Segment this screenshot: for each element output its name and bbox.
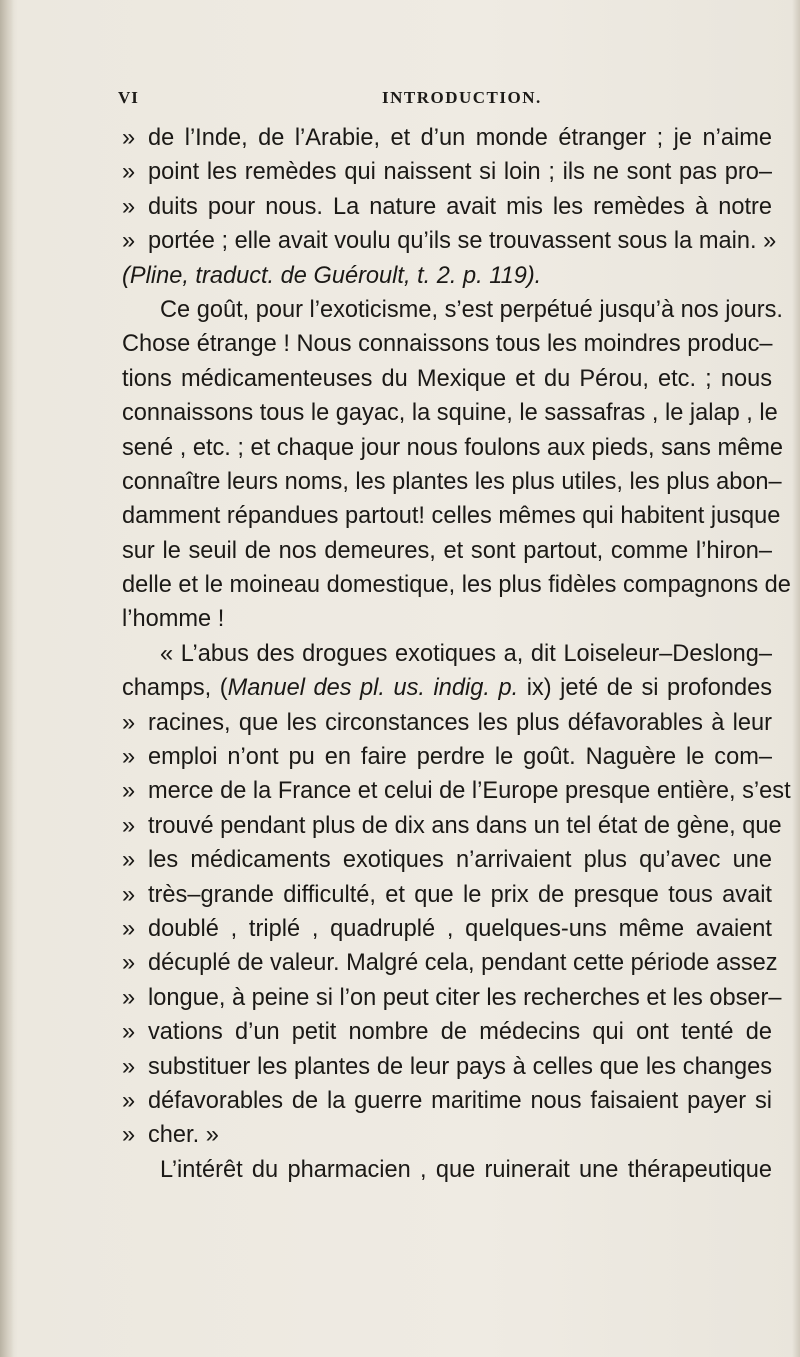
text-line	[122, 809, 782, 843]
text-line	[122, 499, 781, 533]
line-text: Ce goût, pour l’exoticisme, s’est perpétué jusqu’à nos jours.	[160, 296, 783, 323]
quote-marker: »	[122, 915, 136, 942]
text-line	[122, 671, 772, 705]
line-text: connaître leurs noms, les plantes les plus utiles, les plus abon–	[122, 468, 782, 495]
line-text: longue, à peine si l’on peut citer les recherches et les obser–	[148, 984, 782, 1011]
line-text: sené , etc. ; et chaque jour nous foulons aux pieds, sans même	[122, 434, 784, 461]
text-line	[122, 602, 772, 636]
line-text: sur le seuil de nos demeures, et sont partout, comme l’hiron–	[122, 537, 772, 564]
text-line	[122, 774, 791, 808]
quote-marker: »	[122, 709, 136, 736]
quote-marker: »	[122, 984, 136, 1011]
line-text: doublé , triplé , quadruplé , quelques-uns même avaient	[148, 915, 772, 942]
quote-marker: »	[122, 159, 136, 186]
text-line	[122, 568, 791, 602]
quote-marker: »	[122, 125, 136, 151]
page-right-edge	[792, 0, 800, 1357]
line-text-before: champs, (	[122, 675, 228, 702]
text-line	[122, 224, 777, 258]
line-text: substituer les plantes de leur pays à celles que les changes	[148, 1053, 772, 1080]
quote-marker: »	[122, 1019, 136, 1046]
line-text: damment répandues partout! celles mêmes qui habitent jusque	[122, 503, 781, 530]
line-text: « L’abus des drogues exotiques a, dit Loiseleur–Deslong–	[160, 640, 772, 667]
text-line	[122, 981, 782, 1015]
line-text: Chose étrange ! Nous connaissons tous les moindres produc–	[122, 331, 773, 358]
quote-marker: »	[122, 1087, 136, 1114]
body-text	[122, 121, 791, 1187]
text-line	[122, 1050, 772, 1084]
line-text: de l’Inde, de l’Arabie, et d’un monde étranger ; je n’aime	[148, 125, 772, 151]
quote-marker: »	[122, 778, 136, 805]
line-text: emploi n’ont pu en faire perdre le goût. Naguère le com–	[148, 744, 772, 771]
text-line	[122, 534, 772, 568]
text-line	[122, 121, 772, 155]
quote-marker: »	[122, 744, 136, 771]
quote-marker: »	[122, 812, 136, 839]
line-text: défavorables de la guerre maritime nous faisaient payer si	[148, 1087, 772, 1114]
text-line	[122, 706, 772, 740]
text-line	[122, 362, 772, 396]
text-line	[122, 946, 778, 980]
running-head: INTRODUCTION.	[382, 88, 542, 107]
text-line	[122, 431, 784, 465]
text-line	[122, 637, 772, 671]
line-text: l’homme !	[122, 606, 225, 633]
quote-marker: »	[122, 193, 136, 220]
page-binding-edge	[0, 0, 14, 1357]
line-text: cher. »	[148, 1122, 219, 1149]
quote-marker: »	[122, 881, 136, 908]
quote-marker: »	[122, 950, 136, 977]
quote-marker: »	[122, 847, 136, 874]
text-line	[122, 1084, 772, 1118]
line-text: L’intérêt du pharmacien , que ruinerait une thérapeutique	[160, 1156, 772, 1183]
text-line	[122, 878, 772, 912]
page-header	[118, 88, 760, 110]
citation-italic: Manuel des pl. us. indig. p.	[227, 675, 519, 702]
line-text: portée ; elle avait voulu qu’ils se trouvassent sous la main. »	[148, 228, 777, 255]
line-text: tions médicamenteuses du Mexique et du Pérou, etc. ; nous	[122, 365, 772, 392]
line-text: point les remèdes qui naissent si loin ; ils ne sont pas pro–	[148, 159, 772, 186]
text-line	[122, 1153, 772, 1187]
citation-italic: (Pline, traduct. de Guéroult, t. 2. p. 119).	[122, 262, 542, 289]
line-text: merce de la France et celui de l’Europe presque entière, s’est	[148, 778, 791, 805]
text-line	[122, 396, 778, 430]
text-line	[122, 327, 772, 361]
line-text: décuplé de valeur. Malgré cela, pendant cette période assez	[148, 950, 778, 977]
line-text: delle et le moineau domestique, les plus fidèles compagnons de	[122, 572, 791, 599]
page-folio: VI	[118, 88, 139, 107]
text-line	[122, 1118, 772, 1152]
text-line	[122, 740, 772, 774]
line-text: les médicaments exotiques n’arrivaient plus qu’avec une	[148, 847, 772, 874]
line-text: duits pour nous. La nature avait mis les remèdes à notre	[148, 193, 772, 220]
line-text: très–grande difficulté, et que le prix de presque tous avait	[148, 881, 772, 908]
line-text: vations d’un petit nombre de médecins qui ont tenté de	[148, 1019, 772, 1046]
line-text: racines, que les circonstances les plus défavorables à leur	[148, 709, 772, 736]
line-text: trouvé pendant plus de dix ans dans un tel état de gène, que	[148, 812, 782, 839]
text-line	[122, 465, 782, 499]
text-line	[122, 155, 772, 189]
line-text-after: ix) jeté de si profondes	[518, 675, 772, 702]
text-line	[122, 843, 772, 877]
line-text: connaissons tous le gayac, la squine, le sassafras , le jalap , le	[122, 400, 778, 427]
text-line	[122, 1015, 772, 1049]
text-line	[122, 912, 772, 946]
text-line	[122, 293, 783, 327]
quote-marker: »	[122, 1122, 136, 1149]
text-line	[122, 259, 772, 293]
quote-marker: »	[122, 1053, 136, 1080]
text-line	[122, 190, 772, 224]
quote-marker: »	[122, 228, 136, 255]
